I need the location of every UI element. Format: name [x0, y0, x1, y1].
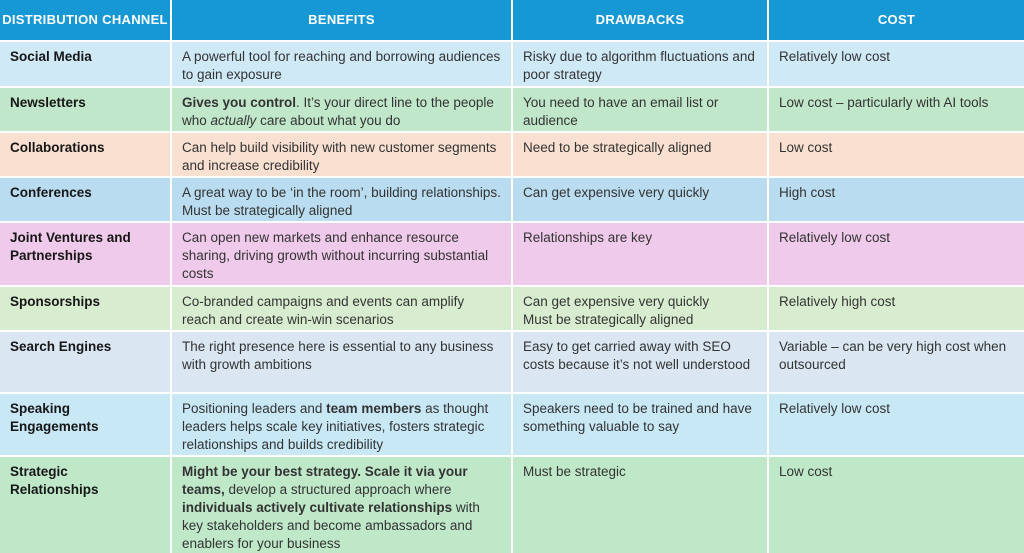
channel-cell: Joint Ventures and Partnerships — [0, 223, 170, 285]
benefits-cell: The right presence here is essential to any business with growth ambitions — [172, 332, 511, 392]
benefits-cell: Can open new markets and enhance resource sharing, driving growth without incurring substantial costs — [172, 223, 511, 285]
benefits-cell: Gives you control. It’s your direct line to the people who actually care about what you do — [172, 88, 511, 131]
benefits-cell: A powerful tool for reaching and borrowing audiences to gain exposure — [172, 42, 511, 86]
drawbacks-cell: Relationships are key — [513, 223, 767, 285]
channel-cell: Social Media — [0, 42, 170, 86]
header-benefits: BENEFITS — [172, 0, 511, 40]
cost-cell: Low cost – particularly with AI tools — [769, 88, 1024, 131]
cost-cell: Relatively low cost — [769, 394, 1024, 455]
drawbacks-cell: Risky due to algorithm fluctuations and poor strategy — [513, 42, 767, 86]
drawbacks-cell: Easy to get carried away with SEO costs because it’s not well understood — [513, 332, 767, 392]
channel-cell: Collaborations — [0, 133, 170, 176]
cost-cell: High cost — [769, 178, 1024, 221]
cost-cell: Variable – can be very high cost when outsourced — [769, 332, 1024, 392]
benefits-cell: Can help build visibility with new customer segments and increase credibility — [172, 133, 511, 176]
channel-cell: Search Engines — [0, 332, 170, 392]
cost-cell: Relatively low cost — [769, 223, 1024, 285]
drawbacks-cell: Can get expensive very quickly Must be strategically aligned — [513, 287, 767, 330]
cost-cell: Relatively high cost — [769, 287, 1024, 330]
drawbacks-cell: Need to be strategically aligned — [513, 133, 767, 176]
channel-cell: Newsletters — [0, 88, 170, 131]
drawbacks-cell: Speakers need to be trained and have something valuable to say — [513, 394, 767, 455]
cost-cell: Low cost — [769, 133, 1024, 176]
cost-cell: Low cost — [769, 457, 1024, 553]
header-distribution-channel: DISTRIBUTION CHANNEL — [0, 0, 170, 40]
benefits-cell: Positioning leaders and team members as thought leaders helps scale key initiatives, fosters strategic relationships and builds credibility — [172, 394, 511, 455]
drawbacks-cell: Can get expensive very quickly — [513, 178, 767, 221]
drawbacks-cell: Must be strategic — [513, 457, 767, 553]
channel-cell: Sponsorships — [0, 287, 170, 330]
benefits-cell: Might be your best strategy. Scale it via your teams, develop a structured approach where individuals actively cultivate relationships with key stakeholders and become ambassadors and enablers for your business — [172, 457, 511, 553]
benefits-cell: Co-branded campaigns and events can amplify reach and create win-win scenarios — [172, 287, 511, 330]
benefits-cell: A great way to be ‘in the room’, building relationships. Must be strategically aligned — [172, 178, 511, 221]
header-cost: COST — [769, 0, 1024, 40]
cost-cell: Relatively low cost — [769, 42, 1024, 86]
channel-cell: Conferences — [0, 178, 170, 221]
drawbacks-cell: You need to have an email list or audience — [513, 88, 767, 131]
channel-cell: Strategic Relationships — [0, 457, 170, 553]
channel-cell: Speaking Engagements — [0, 394, 170, 455]
header-drawbacks: DRAWBACKS — [513, 0, 767, 40]
